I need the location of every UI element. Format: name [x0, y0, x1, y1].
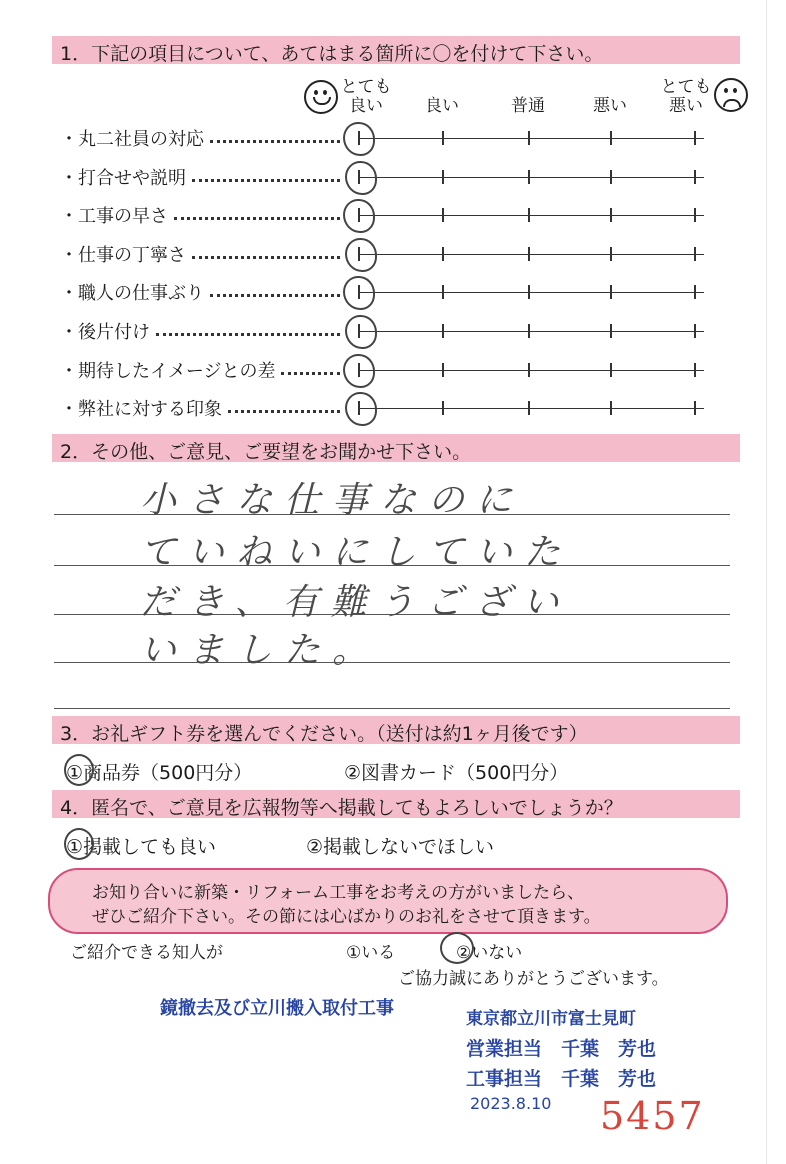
rating-item-label: ・職人の仕事ぶり	[60, 283, 204, 305]
rating-tick[interactable]	[610, 170, 612, 184]
rating-tick[interactable]	[610, 285, 612, 299]
rating-tick[interactable]	[528, 363, 530, 377]
selection-circle-mark	[343, 354, 375, 388]
binder-margin	[0, 200, 18, 960]
rating-item-label: ・打合せや説明	[60, 167, 186, 189]
writing-line	[54, 708, 730, 709]
selection-circle-mark	[343, 276, 375, 310]
selection-circle-mark	[345, 238, 377, 272]
gift-option-product-voucher[interactable]: ①商品券（500円分）	[66, 762, 253, 784]
leader-dots	[281, 372, 340, 375]
section2-header	[52, 434, 740, 462]
rating-tick[interactable]	[528, 247, 530, 261]
rating-scale-label: 悪い	[593, 96, 627, 116]
rating-tick[interactable]	[442, 401, 444, 415]
rating-tick[interactable]	[528, 170, 530, 184]
rating-tick[interactable]	[442, 170, 444, 184]
rating-item-label: ・期待したイメージとの差	[60, 360, 276, 382]
handwritten-comment-line: ていねいにしていた	[140, 532, 573, 573]
publish-option-ok[interactable]: ①掲載しても良い	[66, 836, 217, 858]
rating-scale-line	[358, 138, 704, 139]
rating-tick[interactable]	[442, 247, 444, 261]
rating-scale-line	[358, 177, 704, 178]
gift-option-book-card[interactable]: ②図書カード（500円分）	[344, 762, 569, 784]
rating-item-label: ・仕事の丁寧さ	[60, 244, 186, 266]
rating-item-label: ・丸二社員の対応	[60, 129, 204, 150]
selection-circle-mark	[345, 161, 377, 195]
rating-item-label: ・後片付け	[60, 322, 150, 343]
leader-dots	[210, 140, 340, 143]
handwritten-comment-line: いました。	[140, 630, 381, 671]
rating-tick[interactable]	[528, 131, 530, 145]
section2-title: 2．その他、ご意見、ご要望をお聞かせ下さい。	[60, 441, 472, 463]
referral-text-line: お知り合いに新築・リフォーム工事をお考えの方がいましたら、	[92, 883, 585, 903]
rating-tick[interactable]	[610, 208, 612, 222]
rating-scale-line	[358, 254, 704, 255]
rating-tick[interactable]	[694, 208, 696, 222]
selection-circle-mark	[64, 754, 94, 786]
rating-tick[interactable]	[694, 247, 696, 261]
rating-tick[interactable]	[442, 363, 444, 377]
rating-item-label: ・弊社に対する印象	[60, 399, 222, 421]
rating-scale-line	[358, 408, 704, 409]
selection-circle-mark	[345, 315, 377, 349]
rating-tick[interactable]	[528, 324, 530, 338]
handwritten-comment-line: 小さな仕事なのに	[140, 480, 525, 521]
rating-scale-label: とても 良い	[340, 77, 392, 116]
rating-tick[interactable]	[442, 208, 444, 222]
rating-tick[interactable]	[694, 131, 696, 145]
referral-box	[48, 868, 728, 934]
rating-item-label: ・工事の早さ	[60, 206, 168, 228]
leader-dots	[192, 256, 340, 259]
rating-tick[interactable]	[694, 285, 696, 299]
rating-tick[interactable]	[442, 131, 444, 145]
rating-tick[interactable]	[442, 324, 444, 338]
section3-header	[52, 716, 740, 744]
rating-scale-line	[358, 370, 704, 371]
section3-title: 3．お礼ギフト券を選んでください。（送付は約1ヶ月後です）	[60, 723, 588, 745]
rating-tick[interactable]	[442, 285, 444, 299]
rating-tick[interactable]	[610, 247, 612, 261]
reference-number: 5457	[600, 1094, 705, 1138]
publish-option-no[interactable]: ②掲載しないでほしい	[306, 836, 495, 858]
selection-circle-mark	[440, 932, 474, 964]
handwritten-comment-line: だき、有難うござい	[140, 582, 571, 623]
referral-question: ご紹介できる知人が	[70, 943, 223, 963]
rating-tick[interactable]	[528, 208, 530, 222]
sales-rep: 営業担当 千葉 芳也	[466, 1038, 657, 1060]
leader-dots	[228, 410, 340, 413]
rating-scale-label: 普通	[511, 96, 545, 116]
rating-tick[interactable]	[610, 401, 612, 415]
rating-tick[interactable]	[528, 285, 530, 299]
section1-header	[52, 36, 740, 64]
selection-circle-mark	[343, 199, 375, 233]
section4-title: 4．匿名で、ご意見を広報物等へ掲載してもよろしいでしょうか？	[60, 797, 623, 819]
rating-scale-line	[358, 331, 704, 332]
survey-date: 2023.8.10	[470, 1094, 552, 1113]
section1-title: 1．下記の項目について、あてはまる箇所に〇を付けて下さい。	[60, 43, 604, 65]
thanks-text: ご協力誠にありがとうございます。	[398, 969, 669, 989]
rating-scale-line	[358, 292, 704, 293]
selection-circle-mark	[343, 122, 375, 156]
selection-circle-mark	[345, 392, 377, 426]
rating-tick[interactable]	[694, 324, 696, 338]
leader-dots	[174, 217, 340, 220]
job-title: 鏡撤去及び立川搬入取付工事	[160, 998, 394, 1019]
referral-option-yes[interactable]: ①いる	[346, 943, 396, 963]
rating-tick[interactable]	[694, 401, 696, 415]
rating-tick[interactable]	[694, 170, 696, 184]
job-location: 東京都立川市富士見町	[466, 1009, 636, 1029]
section4-header	[52, 790, 740, 818]
referral-text-line: ぜひご紹介下さい。その節には心ばかりのお礼をさせて頂きます。	[92, 907, 601, 927]
rating-tick[interactable]	[610, 324, 612, 338]
referral-option-no[interactable]: ②いない	[456, 943, 523, 963]
leader-dots	[192, 179, 340, 182]
leader-dots	[156, 333, 340, 336]
rating-tick[interactable]	[694, 363, 696, 377]
rating-scale-label: 良い	[425, 96, 459, 116]
selection-circle-mark	[64, 828, 94, 860]
rating-tick[interactable]	[610, 131, 612, 145]
rating-tick[interactable]	[528, 401, 530, 415]
leader-dots	[210, 294, 340, 297]
rating-tick[interactable]	[610, 363, 612, 377]
page-edge	[766, 0, 786, 1164]
construction-rep: 工事担当 千葉 芳也	[466, 1068, 657, 1090]
rating-scale-label: とても 悪い	[660, 77, 712, 116]
rating-scale-line	[358, 215, 704, 216]
